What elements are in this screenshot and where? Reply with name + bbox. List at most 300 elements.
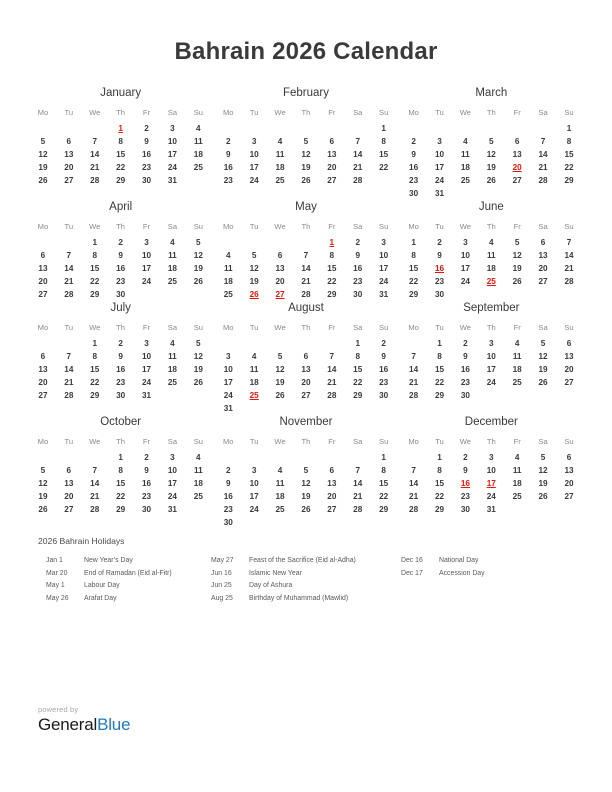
day-cell: 25 bbox=[512, 378, 522, 387]
weekday-header-row bbox=[215, 322, 396, 337]
day-cell: 19 bbox=[249, 277, 259, 286]
day-cell: 24 bbox=[249, 176, 259, 185]
weekday-header-fr: Fr bbox=[328, 437, 336, 446]
week-row bbox=[30, 288, 211, 301]
day-cell: 30 bbox=[409, 189, 419, 198]
day-cell: 18 bbox=[512, 365, 522, 374]
week-row bbox=[215, 249, 396, 262]
day-cell: 13 bbox=[564, 466, 574, 475]
day-cell: 7 bbox=[92, 466, 97, 475]
week-row bbox=[215, 363, 396, 376]
week-row bbox=[215, 161, 396, 174]
empty-day-cell bbox=[293, 451, 319, 464]
weekday-header-tu: Tu bbox=[64, 323, 74, 332]
holiday-day-cell: 17 bbox=[486, 479, 496, 488]
day-cell: 18 bbox=[275, 492, 285, 501]
day-cell: 6 bbox=[329, 137, 335, 146]
week-row bbox=[401, 451, 582, 464]
day-cell: 23 bbox=[141, 163, 152, 172]
day-cell: 5 bbox=[303, 466, 309, 475]
day-cell: 12 bbox=[193, 352, 203, 361]
day-cell: 27 bbox=[64, 505, 74, 514]
weekday-header-th: Th bbox=[301, 108, 311, 117]
weekday-header-fr: Fr bbox=[513, 323, 521, 332]
weekday-header-row bbox=[401, 221, 582, 236]
day-cell: 9 bbox=[381, 352, 386, 361]
week-row bbox=[215, 490, 396, 503]
day-cell: 26 bbox=[193, 277, 203, 286]
week-row bbox=[401, 174, 582, 187]
month-name: March bbox=[475, 87, 508, 99]
week-row bbox=[30, 262, 211, 275]
day-cell: 27 bbox=[301, 391, 311, 400]
weekday-header-su: Su bbox=[379, 108, 389, 117]
calendar-grid bbox=[0, 86, 612, 529]
day-cell: 2 bbox=[411, 137, 416, 146]
empty-day-cell bbox=[556, 288, 582, 301]
day-cell: 15 bbox=[116, 150, 126, 159]
day-cell: 5 bbox=[303, 137, 309, 146]
empty-day-cell bbox=[530, 288, 556, 301]
weekday-header-su: Su bbox=[564, 222, 574, 231]
month-block bbox=[399, 86, 584, 200]
day-cell: 21 bbox=[409, 492, 419, 501]
day-cell: 30 bbox=[141, 176, 152, 185]
day-cell: 21 bbox=[90, 163, 100, 172]
day-cell: 12 bbox=[538, 352, 548, 361]
day-cell: 26 bbox=[193, 378, 203, 387]
day-cell: 26 bbox=[538, 378, 548, 387]
day-cell: 16 bbox=[223, 492, 233, 501]
day-cell: 12 bbox=[301, 150, 311, 159]
day-cell: 29 bbox=[434, 505, 445, 514]
empty-day-cell bbox=[241, 236, 267, 249]
month-name: May bbox=[295, 201, 317, 213]
holiday-day-cell: 25 bbox=[486, 277, 496, 286]
day-cell: 30 bbox=[116, 391, 126, 400]
day-cell: 6 bbox=[566, 453, 572, 462]
day-cell: 1 bbox=[381, 453, 386, 462]
weekday-header-we: We bbox=[274, 323, 286, 332]
day-cell: 23 bbox=[116, 277, 126, 286]
weekday-header-mo: Mo bbox=[408, 323, 419, 332]
month-day-grid bbox=[401, 322, 582, 402]
day-cell: 22 bbox=[116, 163, 126, 172]
day-cell: 4 bbox=[277, 466, 283, 475]
day-cell: 20 bbox=[38, 378, 48, 387]
week-row bbox=[215, 135, 396, 148]
day-cell: 20 bbox=[327, 163, 337, 172]
week-row bbox=[215, 262, 396, 275]
day-cell: 23 bbox=[141, 492, 152, 501]
week-row bbox=[30, 490, 211, 503]
day-cell: 21 bbox=[327, 378, 337, 387]
week-row bbox=[401, 236, 582, 249]
weekday-header-tu: Tu bbox=[435, 108, 444, 117]
week-row bbox=[401, 376, 582, 389]
empty-day-cell bbox=[215, 236, 241, 249]
day-cell: 16 bbox=[141, 479, 152, 488]
empty-day-cell bbox=[478, 288, 504, 301]
day-cell: 12 bbox=[512, 251, 522, 260]
holiday-date: Aug 25 bbox=[211, 594, 233, 602]
day-cell: 6 bbox=[40, 352, 46, 361]
empty-day-cell bbox=[427, 122, 453, 135]
month-name: April bbox=[109, 201, 133, 213]
holiday-date: Dec 17 bbox=[401, 569, 423, 577]
week-row bbox=[215, 503, 396, 516]
day-cell: 22 bbox=[90, 378, 100, 387]
weekday-header-sa: Sa bbox=[538, 108, 548, 117]
empty-day-cell bbox=[215, 122, 241, 135]
day-cell: 5 bbox=[196, 238, 201, 247]
day-cell: 20 bbox=[564, 479, 574, 488]
day-cell: 25 bbox=[193, 163, 203, 172]
holidays-section bbox=[38, 536, 584, 605]
empty-day-cell bbox=[556, 389, 582, 402]
day-cell: 15 bbox=[90, 264, 100, 273]
day-cell: 24 bbox=[167, 492, 177, 501]
empty-day-cell bbox=[401, 451, 427, 464]
holiday-list-item bbox=[46, 593, 211, 606]
day-cell: 12 bbox=[486, 150, 496, 159]
day-cell: 16 bbox=[460, 365, 470, 374]
day-cell: 31 bbox=[141, 391, 152, 400]
day-cell: 14 bbox=[353, 479, 363, 488]
holiday-date: May 1 bbox=[46, 582, 65, 590]
day-cell: 18 bbox=[249, 378, 259, 387]
week-row bbox=[215, 275, 396, 288]
weekday-header-mo: Mo bbox=[37, 323, 49, 332]
day-cell: 16 bbox=[116, 264, 126, 273]
weekday-header-we: We bbox=[89, 437, 101, 446]
day-cell: 17 bbox=[486, 365, 496, 374]
day-cell: 25 bbox=[460, 176, 470, 185]
day-cell: 30 bbox=[460, 391, 470, 400]
day-cell: 20 bbox=[327, 492, 337, 501]
empty-day-cell bbox=[452, 288, 478, 301]
holiday-list-item bbox=[211, 568, 401, 581]
month-block bbox=[28, 301, 213, 415]
weekday-header-mo: Mo bbox=[222, 323, 234, 332]
day-cell: 29 bbox=[379, 505, 389, 514]
day-cell: 10 bbox=[434, 150, 445, 159]
month-name: August bbox=[288, 302, 324, 314]
week-row bbox=[401, 363, 582, 376]
day-cell: 24 bbox=[141, 277, 152, 286]
week-row bbox=[215, 402, 396, 415]
empty-day-cell bbox=[293, 236, 319, 249]
day-cell: 31 bbox=[434, 189, 445, 198]
weekday-header-fr: Fr bbox=[142, 323, 151, 332]
day-cell: 12 bbox=[301, 479, 311, 488]
day-cell: 14 bbox=[353, 150, 363, 159]
day-cell: 14 bbox=[301, 264, 311, 273]
day-cell: 13 bbox=[64, 479, 74, 488]
day-cell: 27 bbox=[564, 492, 574, 501]
week-row bbox=[215, 464, 396, 477]
day-cell: 14 bbox=[409, 479, 419, 488]
weekday-header-we: We bbox=[89, 222, 101, 231]
holiday-columns bbox=[38, 555, 584, 605]
day-cell: 15 bbox=[379, 150, 389, 159]
empty-day-cell bbox=[82, 122, 108, 135]
day-cell: 27 bbox=[564, 378, 574, 387]
empty-day-cell bbox=[215, 337, 241, 350]
weekday-header-th: Th bbox=[486, 437, 496, 446]
empty-day-cell bbox=[185, 389, 211, 402]
holiday-list-item bbox=[211, 580, 401, 593]
day-cell: 9 bbox=[225, 150, 231, 159]
day-cell: 8 bbox=[92, 251, 97, 260]
day-cell: 11 bbox=[512, 466, 522, 475]
empty-day-cell bbox=[134, 288, 160, 301]
empty-day-cell bbox=[185, 174, 211, 187]
weekday-header-tu: Tu bbox=[249, 437, 259, 446]
day-cell: 8 bbox=[566, 137, 572, 146]
day-cell: 13 bbox=[64, 150, 74, 159]
day-cell: 23 bbox=[409, 176, 419, 185]
week-row bbox=[30, 350, 211, 363]
day-cell: 22 bbox=[434, 492, 445, 501]
weekday-header-row bbox=[30, 221, 211, 236]
day-cell: 2 bbox=[118, 339, 123, 348]
day-cell: 18 bbox=[460, 163, 470, 172]
empty-day-cell bbox=[56, 451, 82, 464]
empty-day-cell bbox=[504, 122, 530, 135]
empty-day-cell bbox=[241, 451, 267, 464]
day-cell: 18 bbox=[512, 479, 522, 488]
day-cell: 30 bbox=[353, 290, 363, 299]
empty-day-cell bbox=[82, 451, 108, 464]
day-cell: 3 bbox=[251, 137, 257, 146]
weekday-header-fr: Fr bbox=[142, 222, 151, 231]
weekday-header-tu: Tu bbox=[435, 437, 444, 446]
day-cell: 19 bbox=[538, 479, 548, 488]
day-cell: 13 bbox=[512, 150, 522, 159]
day-cell: 26 bbox=[486, 176, 496, 185]
day-cell: 31 bbox=[379, 290, 389, 299]
week-row bbox=[215, 148, 396, 161]
day-cell: 6 bbox=[566, 339, 572, 348]
day-cell: 17 bbox=[167, 150, 177, 159]
empty-day-cell bbox=[241, 402, 267, 415]
week-row bbox=[401, 350, 582, 363]
logo-blue-text: Blue bbox=[97, 715, 131, 734]
weekday-header-sa: Sa bbox=[353, 222, 363, 231]
weekday-header-sa: Sa bbox=[538, 323, 548, 332]
weekday-header-fr: Fr bbox=[513, 437, 521, 446]
weekday-header-su: Su bbox=[193, 222, 203, 231]
month-name: February bbox=[282, 87, 329, 99]
day-cell: 5 bbox=[514, 238, 520, 247]
day-cell: 6 bbox=[514, 137, 520, 146]
empty-day-cell bbox=[478, 389, 504, 402]
day-cell: 19 bbox=[275, 378, 285, 387]
empty-day-cell bbox=[319, 337, 345, 350]
weekday-header-su: Su bbox=[564, 323, 574, 332]
day-cell: 4 bbox=[170, 339, 175, 348]
month-day-grid bbox=[215, 436, 396, 529]
week-row bbox=[401, 337, 582, 350]
empty-day-cell bbox=[185, 503, 211, 516]
day-cell: 26 bbox=[275, 391, 285, 400]
day-cell: 9 bbox=[144, 466, 149, 475]
day-cell: 24 bbox=[486, 378, 496, 387]
empty-day-cell bbox=[267, 337, 293, 350]
empty-day-cell bbox=[504, 288, 530, 301]
day-cell: 3 bbox=[437, 137, 442, 146]
day-cell: 28 bbox=[64, 391, 74, 400]
day-cell: 16 bbox=[379, 365, 389, 374]
day-cell: 26 bbox=[301, 505, 311, 514]
day-cell: 1 bbox=[355, 339, 360, 348]
day-cell: 19 bbox=[38, 163, 48, 172]
day-cell: 15 bbox=[327, 264, 337, 273]
weekday-header-sa: Sa bbox=[167, 108, 178, 117]
month-block bbox=[213, 86, 398, 200]
day-cell: 10 bbox=[167, 137, 177, 146]
day-cell: 13 bbox=[327, 479, 337, 488]
weekday-header-row bbox=[401, 436, 582, 451]
day-cell: 21 bbox=[301, 277, 311, 286]
empty-day-cell bbox=[452, 187, 478, 200]
day-cell: 31 bbox=[167, 176, 177, 185]
week-row bbox=[30, 337, 211, 350]
day-cell: 29 bbox=[327, 290, 337, 299]
day-cell: 23 bbox=[223, 505, 233, 514]
empty-day-cell bbox=[293, 337, 319, 350]
day-cell: 4 bbox=[514, 453, 520, 462]
weekday-header-tu: Tu bbox=[435, 323, 444, 332]
day-cell: 15 bbox=[434, 479, 445, 488]
day-cell: 21 bbox=[90, 492, 100, 501]
holiday-date: Jun 25 bbox=[211, 582, 232, 590]
week-row bbox=[401, 148, 582, 161]
empty-day-cell bbox=[319, 402, 345, 415]
empty-day-cell bbox=[319, 451, 345, 464]
day-cell: 25 bbox=[275, 505, 285, 514]
day-cell: 14 bbox=[64, 365, 74, 374]
day-cell: 13 bbox=[538, 251, 548, 260]
day-cell: 18 bbox=[167, 264, 177, 273]
day-cell: 8 bbox=[411, 251, 416, 260]
day-cell: 20 bbox=[538, 264, 548, 273]
weekday-header-row bbox=[215, 221, 396, 236]
day-cell: 10 bbox=[141, 352, 152, 361]
week-row bbox=[215, 516, 396, 529]
footer-logo bbox=[38, 705, 130, 735]
week-row bbox=[401, 490, 582, 503]
day-cell: 23 bbox=[353, 277, 363, 286]
week-row bbox=[215, 389, 396, 402]
weekday-header-row bbox=[30, 322, 211, 337]
week-row bbox=[30, 477, 211, 490]
weekday-header-we: We bbox=[89, 323, 101, 332]
weekday-header-fr: Fr bbox=[513, 222, 521, 231]
day-cell: 3 bbox=[170, 453, 175, 462]
week-row bbox=[30, 389, 211, 402]
holiday-name: End of Ramadan (Eid al-Fitr) bbox=[84, 569, 172, 577]
weekday-header-su: Su bbox=[379, 437, 389, 446]
weekday-header-th: Th bbox=[116, 108, 126, 117]
month-day-grid bbox=[401, 436, 582, 516]
weekday-header-tu: Tu bbox=[64, 222, 74, 231]
day-cell: 2 bbox=[144, 453, 149, 462]
holiday-day-cell: 16 bbox=[460, 479, 470, 488]
weekday-header-sa: Sa bbox=[353, 437, 363, 446]
weekday-header-we: We bbox=[274, 222, 286, 231]
weekday-header-su: Su bbox=[193, 437, 203, 446]
day-cell: 21 bbox=[538, 163, 548, 172]
day-cell: 13 bbox=[327, 150, 337, 159]
empty-day-cell bbox=[452, 122, 478, 135]
day-cell: 18 bbox=[223, 277, 233, 286]
day-cell: 10 bbox=[249, 150, 259, 159]
weekday-header-mo: Mo bbox=[37, 108, 49, 117]
empty-day-cell bbox=[56, 337, 82, 350]
week-row bbox=[215, 236, 396, 249]
week-row bbox=[401, 161, 582, 174]
empty-day-cell bbox=[556, 503, 582, 516]
day-cell: 7 bbox=[566, 238, 572, 247]
day-cell: 2 bbox=[463, 453, 468, 462]
day-cell: 3 bbox=[381, 238, 386, 247]
day-cell: 7 bbox=[411, 466, 416, 475]
empty-day-cell bbox=[530, 122, 556, 135]
day-cell: 15 bbox=[90, 365, 100, 374]
day-cell: 11 bbox=[168, 352, 177, 361]
day-cell: 21 bbox=[353, 492, 363, 501]
empty-day-cell bbox=[267, 451, 293, 464]
week-row bbox=[30, 503, 211, 516]
week-row bbox=[401, 187, 582, 200]
day-cell: 17 bbox=[379, 264, 389, 273]
month-block bbox=[28, 200, 213, 301]
day-cell: 28 bbox=[538, 176, 548, 185]
day-cell: 5 bbox=[277, 352, 283, 361]
day-cell: 22 bbox=[564, 163, 574, 172]
month-block bbox=[399, 200, 584, 301]
day-cell: 2 bbox=[144, 124, 149, 133]
day-cell: 6 bbox=[277, 251, 283, 260]
week-row bbox=[30, 451, 211, 464]
week-row bbox=[215, 451, 396, 464]
day-cell: 27 bbox=[327, 176, 337, 185]
week-row bbox=[215, 174, 396, 187]
day-cell: 12 bbox=[275, 365, 285, 374]
empty-day-cell bbox=[371, 516, 397, 529]
powered-by-label: powered by bbox=[38, 705, 79, 714]
weekday-header-th: Th bbox=[486, 222, 496, 231]
day-cell: 23 bbox=[116, 378, 126, 387]
day-cell: 15 bbox=[434, 365, 445, 374]
day-cell: 5 bbox=[40, 466, 46, 475]
day-cell: 30 bbox=[460, 505, 470, 514]
day-cell: 24 bbox=[486, 492, 496, 501]
day-cell: 30 bbox=[434, 290, 445, 299]
month-day-grid bbox=[30, 436, 211, 516]
day-cell: 16 bbox=[223, 163, 233, 172]
empty-day-cell bbox=[478, 122, 504, 135]
day-cell: 5 bbox=[196, 339, 201, 348]
day-cell: 29 bbox=[409, 290, 419, 299]
day-cell: 3 bbox=[170, 124, 175, 133]
empty-day-cell bbox=[30, 122, 56, 135]
day-cell: 4 bbox=[225, 251, 231, 260]
day-cell: 12 bbox=[249, 264, 259, 273]
day-cell: 11 bbox=[512, 352, 522, 361]
